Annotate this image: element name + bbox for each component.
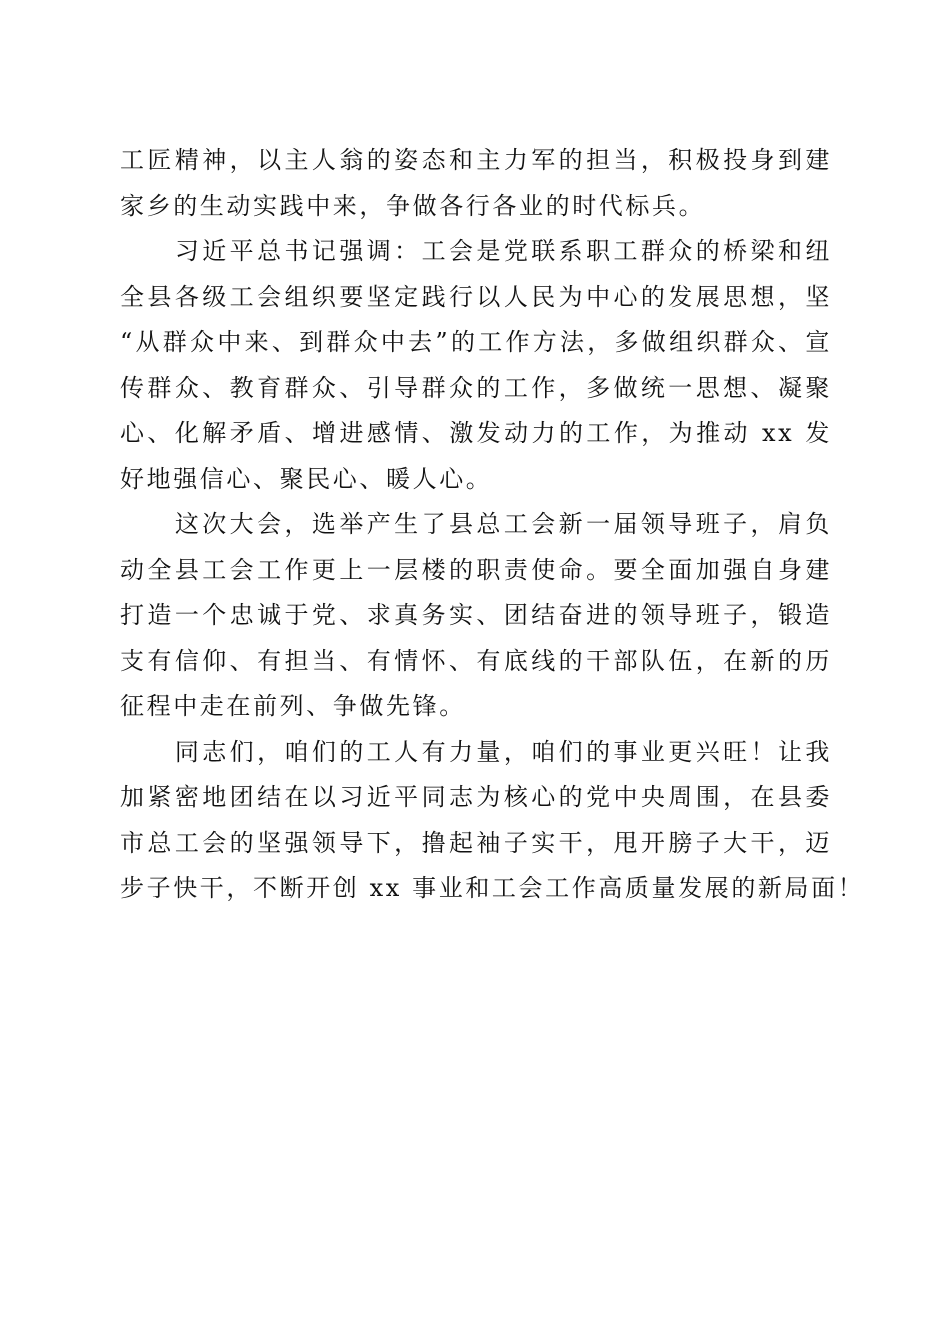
paragraph-line: 工匠精神，以主人翁的姿态和主力军的担当，积极投身到建 [120,146,832,174]
paragraph-line: 心、化解矛盾、增进感情、激发动力的工作，为推动 xx 发 [120,419,832,447]
paragraph-line: 支有信仰、有担当、有情怀、有底线的干部队伍，在新的历 [120,646,832,675]
paragraph-line: 这次大会，选举产生了县总工会新一届领导班子，肩负 [174,510,832,538]
paragraph-line: 好地强信心、聚民心、暖人心。 [120,464,493,493]
paragraph-line: 动全县工会工作更上一层楼的职责使命。要全面加强自身建 [120,555,832,584]
paragraph-1 [120,138,832,229]
paragraph-line: “从群众中来、到群众中去”的工作方法，多做组织群众、宣 [120,328,832,356]
paragraph-2 [120,229,832,502]
paragraph-line: 征程中走在前列、争做先锋。 [120,692,466,720]
paragraph-line: 家乡的生动实践中来，争做各行各业的时代标兵。 [120,191,706,220]
paragraph-line: 传群众、教育群众、引导群众的工作，多做统一思想、凝聚 [120,373,832,402]
paragraph-line: 同志们，咱们的工人有力量，咱们的事业更兴旺！让我 [174,737,832,766]
document-body [120,138,865,912]
paragraph-line: 全县各级工会组织要坚定践行以人民为中心的发展思想，坚 [120,282,832,311]
paragraph-line: 加紧密地团结在以习近平同志为核心的党中央周围，在县委 [120,783,832,811]
paragraph-3 [120,502,832,730]
paragraph-line: 打造一个忠诚于党、求真务实、团结奋进的领导班子，锻造 [120,601,832,629]
paragraph-line: 步子快干，不断开创 xx 事业和工会工作高质量发展的新局面！ [120,874,865,902]
paragraph-line: 习近平总书记强调：工会是党联系职工群众的桥梁和纽 [174,237,832,265]
paragraph-4 [120,730,865,912]
paragraph-line: 市总工会的坚强领导下，撸起袖子实干，甩开膀子大干，迈 [120,828,832,857]
